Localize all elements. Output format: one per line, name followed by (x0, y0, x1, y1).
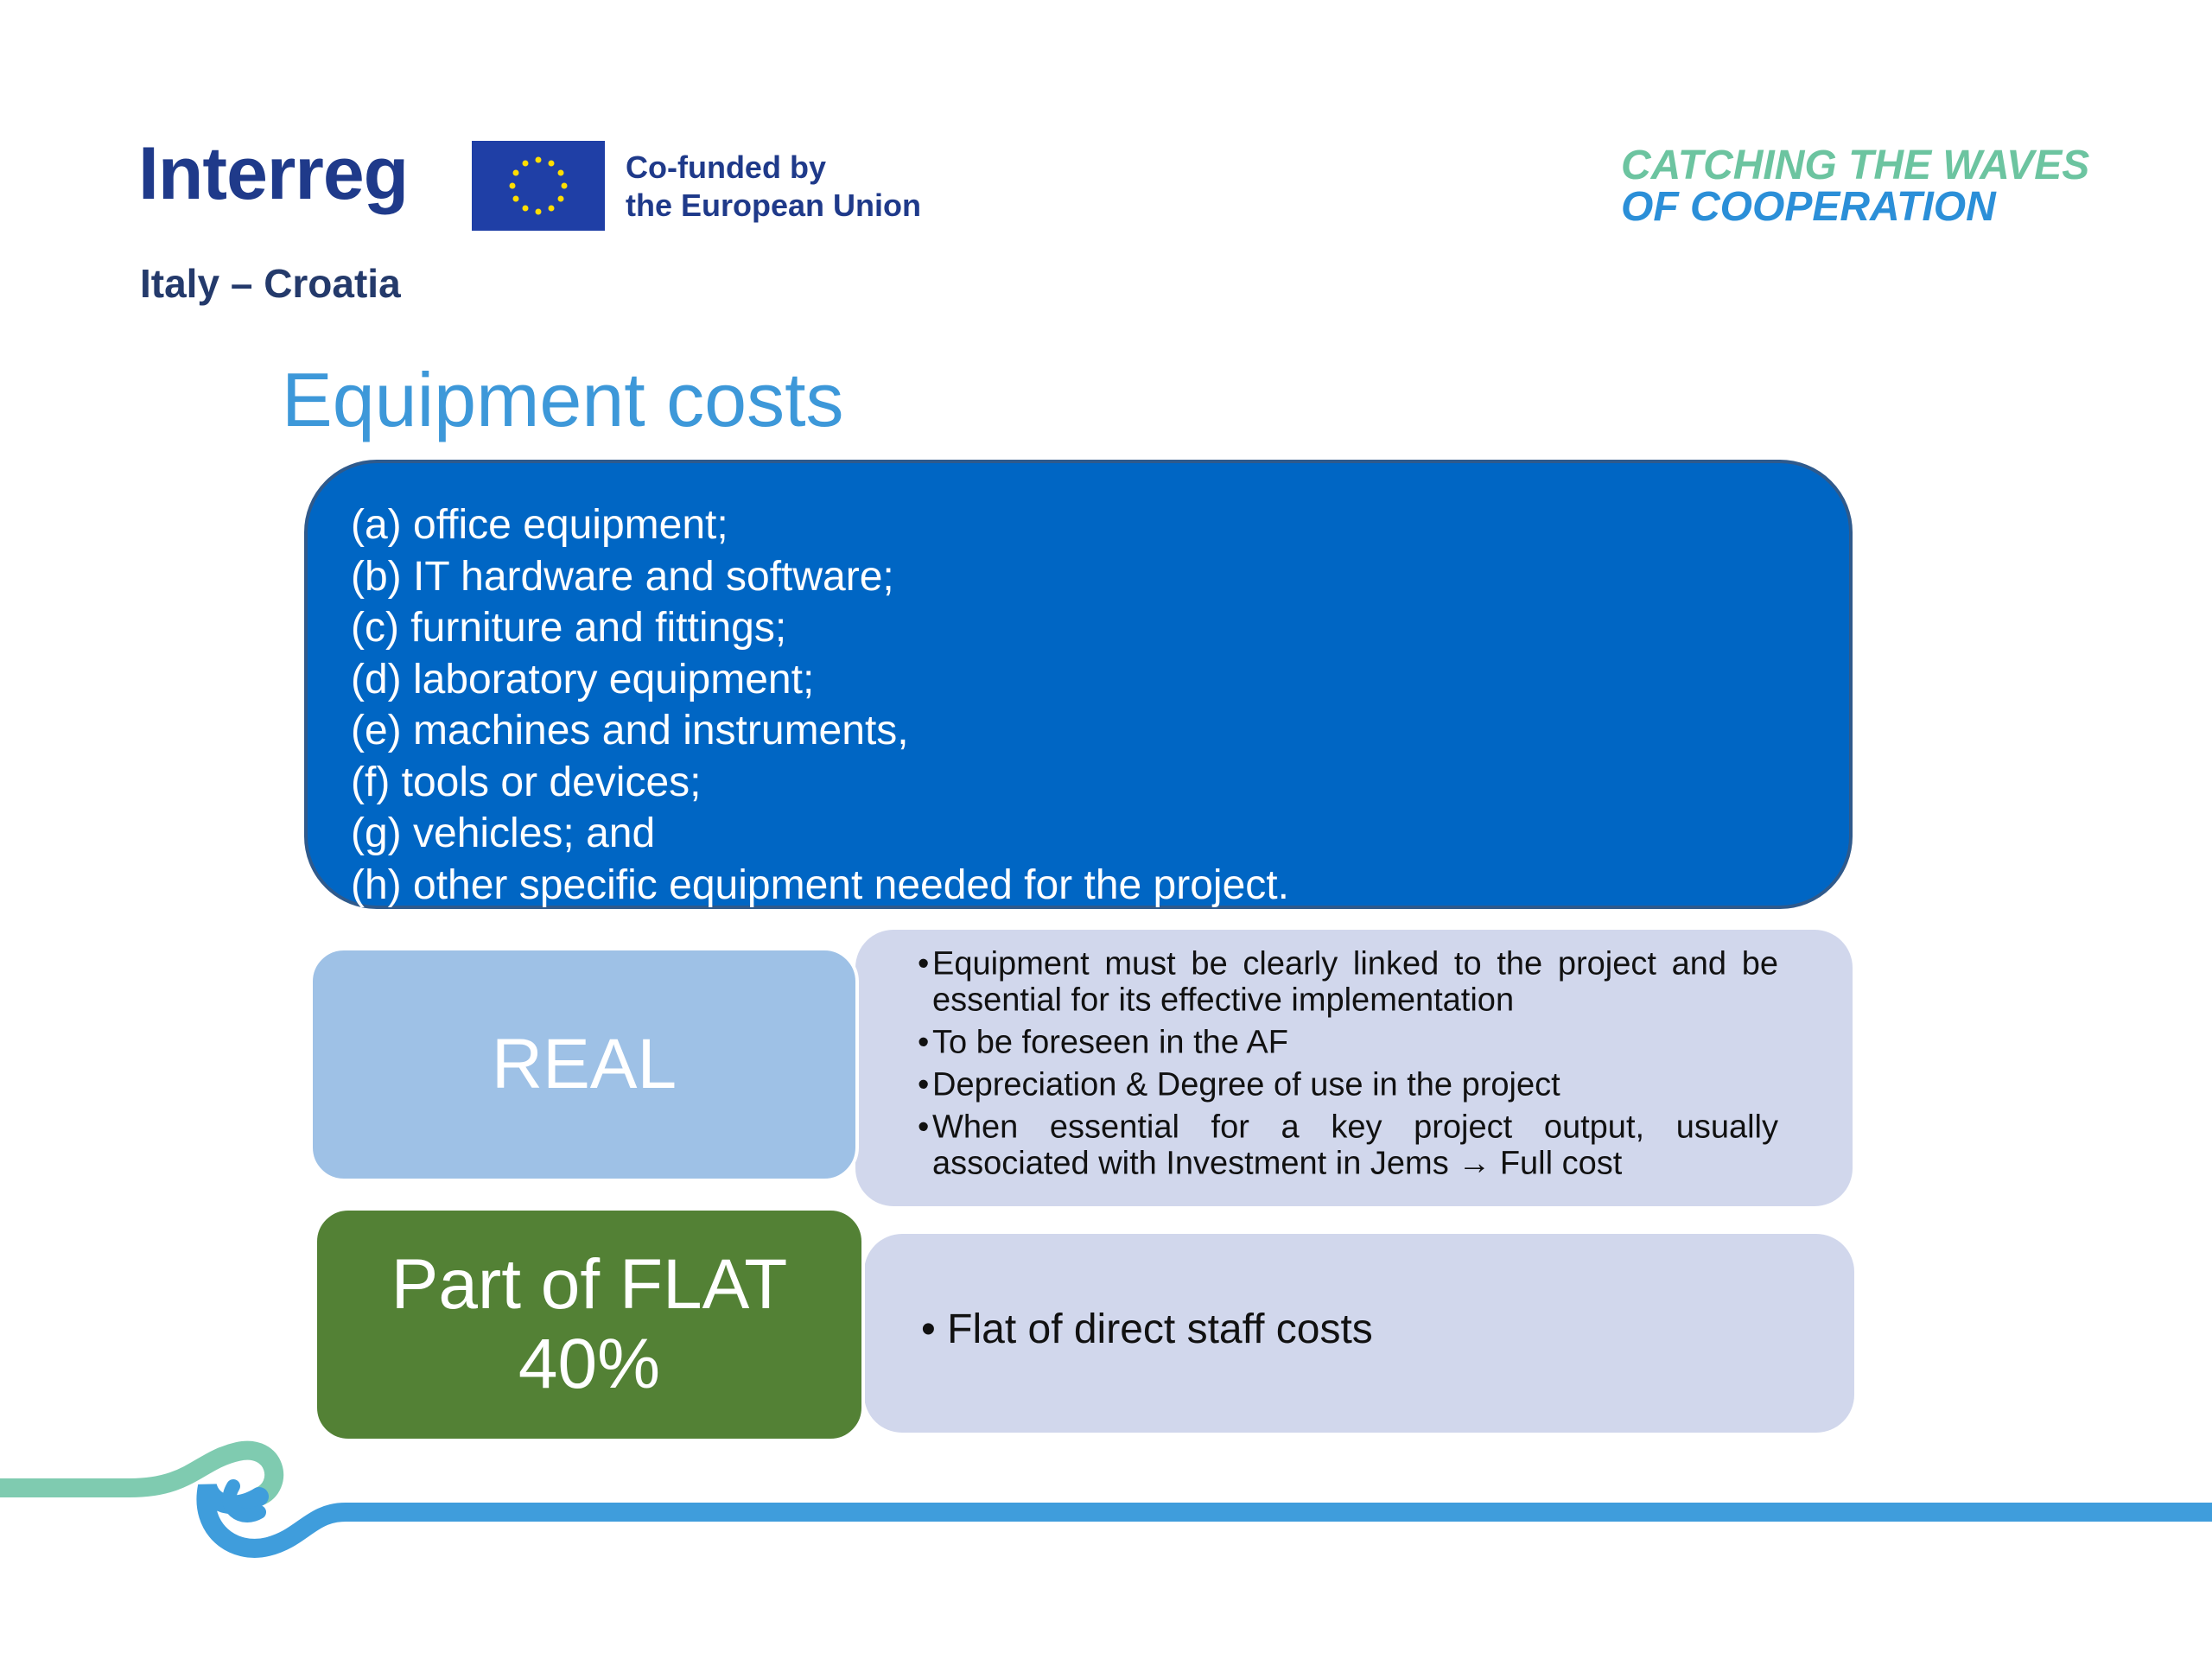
cofunded-line-1: Co-funded by (626, 149, 826, 185)
slide-title: Equipment costs (282, 357, 844, 442)
flat-label (314, 1207, 865, 1442)
wave-blue-line (206, 1486, 2212, 1548)
eu-star (549, 206, 555, 212)
real-bullet-list (918, 945, 1778, 1187)
eu-star (536, 209, 542, 215)
list-item: (a) office equipment; (351, 502, 728, 548)
eu-flag-icon (472, 141, 605, 231)
eu-star (562, 183, 568, 189)
eu-star (523, 161, 529, 167)
cofunded-text (626, 149, 921, 225)
real-label: REAL (309, 947, 859, 1182)
cofunded-line-2: the European Union (626, 188, 921, 223)
list-item: • Equipment must be clearly linked to the project and be essential for its effective implementation (918, 945, 1778, 1018)
interreg-logo: Interreg (138, 132, 409, 215)
list-item: (b) IT hardware and software; (351, 553, 894, 600)
eu-star (523, 206, 529, 212)
wave-decoration (0, 1426, 2212, 1581)
list-item: (f) tools or devices; (351, 759, 702, 805)
flat-label-line-2: 40% (518, 1325, 661, 1403)
list-item: (e) machines and instruments, (351, 708, 909, 753)
list-item: • To be foreseen in the AF (918, 1024, 1778, 1060)
flat-label-line-1: Part of FLAT (391, 1245, 788, 1324)
slogan-line-1: CATCHING THE WAVES (1621, 143, 2090, 188)
eu-star (536, 157, 542, 163)
equipment-list (351, 499, 1289, 911)
eu-star (513, 196, 519, 202)
eu-star (513, 170, 519, 176)
list-item: (c) furniture and fittings; (351, 605, 787, 651)
eu-star (558, 170, 564, 176)
list-item: (h) other specific equipment needed for the project. (351, 861, 1289, 908)
flat-bullet: • Flat of direct staff costs (921, 1305, 1373, 1355)
list-item: • When essential for a key project output, usually associated with Investment in Jems → Full cost (918, 1109, 1778, 1181)
eu-star (558, 196, 564, 202)
equipment-list-box (304, 460, 1853, 909)
list-item: (g) vehicles; and (351, 810, 656, 856)
eu-star (510, 183, 516, 189)
slogan (1621, 145, 2089, 228)
slogan-line-2: OF COOPERATION (1621, 184, 1996, 230)
list-item: • Depreciation & Degree of use in the project (918, 1066, 1778, 1103)
eu-star (549, 161, 555, 167)
region-label: Italy – Croatia (140, 261, 401, 306)
list-item: (d) laboratory equipment; (351, 656, 815, 702)
